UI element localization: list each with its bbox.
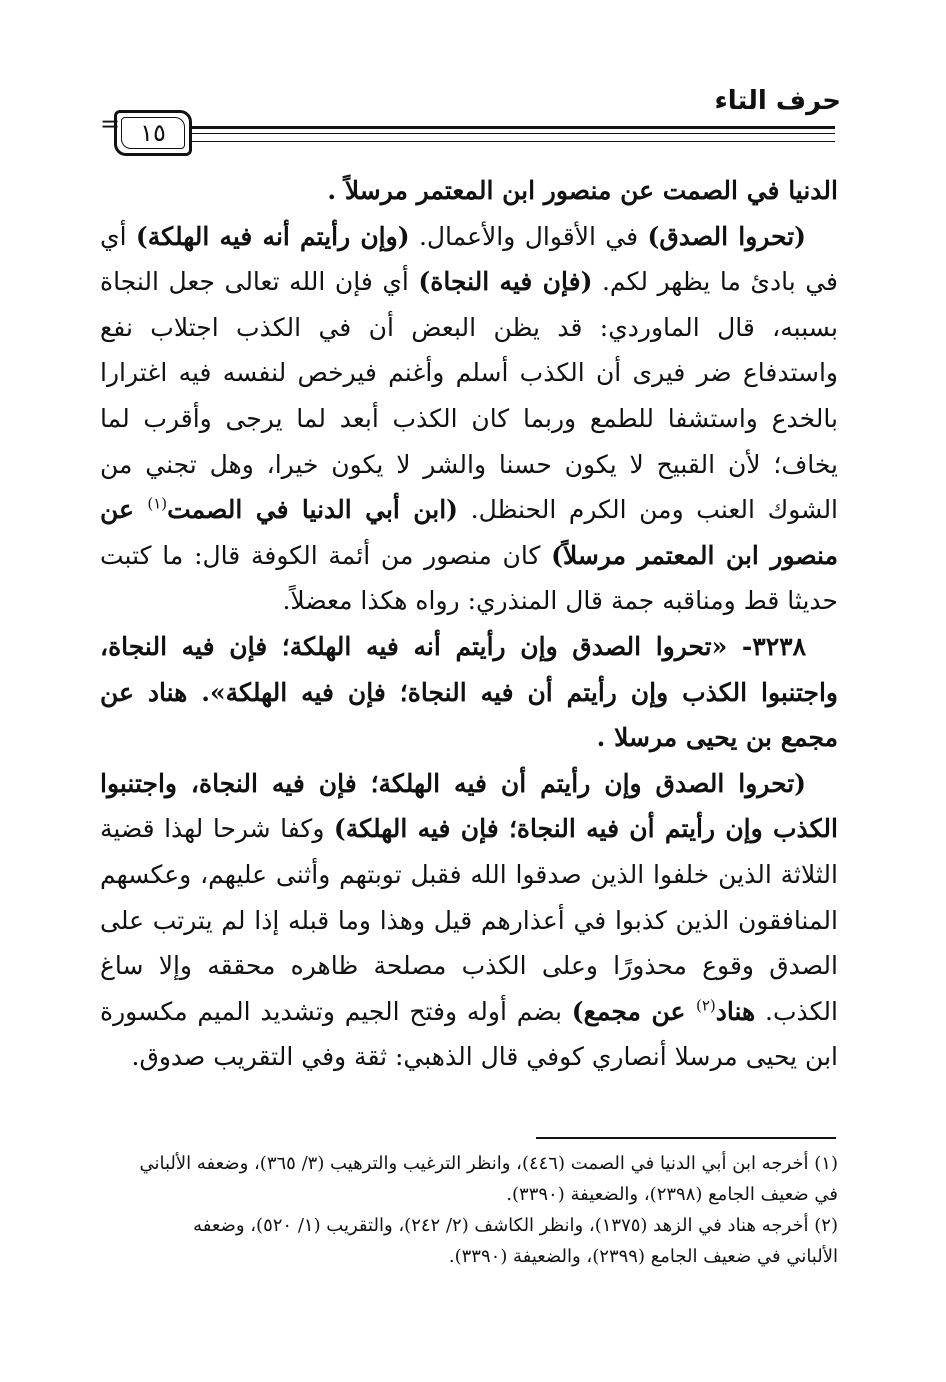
- footnote-1-cont: [100, 1179, 838, 1210]
- page-number-box: [114, 110, 192, 156]
- p1-e: (فإن فيه النجاة): [418, 267, 593, 297]
- p1-a: (تحروا الصدق): [647, 221, 807, 251]
- paragraph-2: [100, 624, 838, 761]
- p1-f: أي فإن الله تعالى جعل النجاة بسببه، قال الماوردي: قد يظن البعض أن في الكذب اجتلاب نفع واستدفاع ضر فيرى أن الكذب أسلم وأغنم فيرخص لنفسه فيه اغترارا بالخدع واستشفا للطمع وربما كان الكذب أبعد لما يرجى وأقرب لما يخاف؛ لأن القبيح لا يكون حسنا والشر لا يكون خيرا، وهل تجني من الشوك العنب ومن الكرم الحنظل.: [100, 267, 839, 525]
- paragraph-1: [100, 214, 838, 624]
- footnote-ref-1: (١): [147, 494, 168, 513]
- footnote-1-line2: في ضعيف الجامع (٢٣٩٨)، والضعيفة (٣٣٩٠).: [506, 1184, 838, 1205]
- p1-b: في الأقوال والأعمال.: [409, 221, 648, 251]
- footnote-2-cont: [100, 1241, 838, 1272]
- running-title: حرف التاء: [714, 86, 841, 116]
- footnote-separator: [536, 1137, 836, 1139]
- p3-c: هناد: [715, 996, 756, 1026]
- footnote-2-line1: (٢) أخرجه هناد في الزهد (١٣٧٥)، وانظر الكاشف (٢/ ٢٤٢)، والتقريب (١/ ٥٢٠)، وضعفه: [193, 1215, 838, 1236]
- p1-h: عن منصور ابن المعتمر مرسلاً): [100, 495, 838, 570]
- p1-c: (وإن رأيتم أنه فيه الهلكة): [135, 221, 410, 251]
- p3-d: عن مجمع): [571, 996, 696, 1026]
- p3-e: بضم أوله وفتح الجيم وتشديد الميم مكسورة ابن يحيى مرسلا أنصاري كوفي قال الذهبي: ثقة وفي التقريب صدوق.: [100, 996, 838, 1072]
- p1-d: أي في بادئ ما يظهر لكم.: [100, 221, 838, 297]
- paragraph-3: [100, 761, 838, 1080]
- footnote-2-line2: الألباني في ضعيف الجامع (٢٣٩٩)، والضعيفة (٣٣٩٠).: [448, 1246, 838, 1267]
- p3-b: وكفا شرحا لهذا قضية الثلاثة الذين خلفوا الذين صدقوا الله فقبل توبتهم وأثنى عليهم، وعكسهم المنافقون الذين كذبوا في أعذارهم قيل وهذا وما قبله إذا لم يترتب على الصدق وقوع محذورًا وعلى الكذب مصلحة ظاهره محققه وإلا ساغ الكذب.: [100, 814, 838, 1026]
- paragraph-0: [100, 168, 838, 214]
- p3-a: (تحروا الصدق وإن رأيتم أن فيه الهلكة؛ فإن فيه النجاة، واجتنبوا الكذب وإن رأيتم أن فيه النجاة؛ فإن فيه الهلكة): [100, 768, 838, 844]
- page-number: ١٥: [140, 119, 166, 147]
- main-text: [100, 168, 838, 1080]
- footnote-1: [100, 1148, 838, 1179]
- p1-g: (ابن أبي الدنيا في الصمت: [167, 495, 458, 525]
- eq-mark: =: [100, 110, 121, 138]
- p1-i: كان منصور من أئمة الكوفة قال: ما كتبت حديثا قط ومناقبه جمة قال المنذري: رواه هكذا معضلاً.: [100, 540, 838, 616]
- footnote-2: [100, 1210, 838, 1241]
- footnotes: [100, 1148, 838, 1272]
- header-rule: [100, 108, 835, 158]
- footnote-ref-2: (٢): [695, 996, 716, 1015]
- hadith-3238: ٣٢٣٨- «تحروا الصدق وإن رأيتم أنه فيه الهلكة؛ فإن فيه النجاة، واجتنبوا الكذب وإن رأيتم أن فيه النجاة؛ فإن فيه الهلكة». هناد عن مجمع بن يحيى مرسلا .: [100, 631, 838, 753]
- p0-text: الدنيا في الصمت عن منصور ابن المعتمر مرسلاً .: [327, 176, 838, 205]
- footnote-1-line1: (١) أخرجه ابن أبي الدنيا في الصمت (٤٤٦)، وانظر الترغيب والترهيب (٣/ ٣٦٥)، وضعفه الألباني: [139, 1153, 838, 1174]
- double-rule: [190, 126, 835, 142]
